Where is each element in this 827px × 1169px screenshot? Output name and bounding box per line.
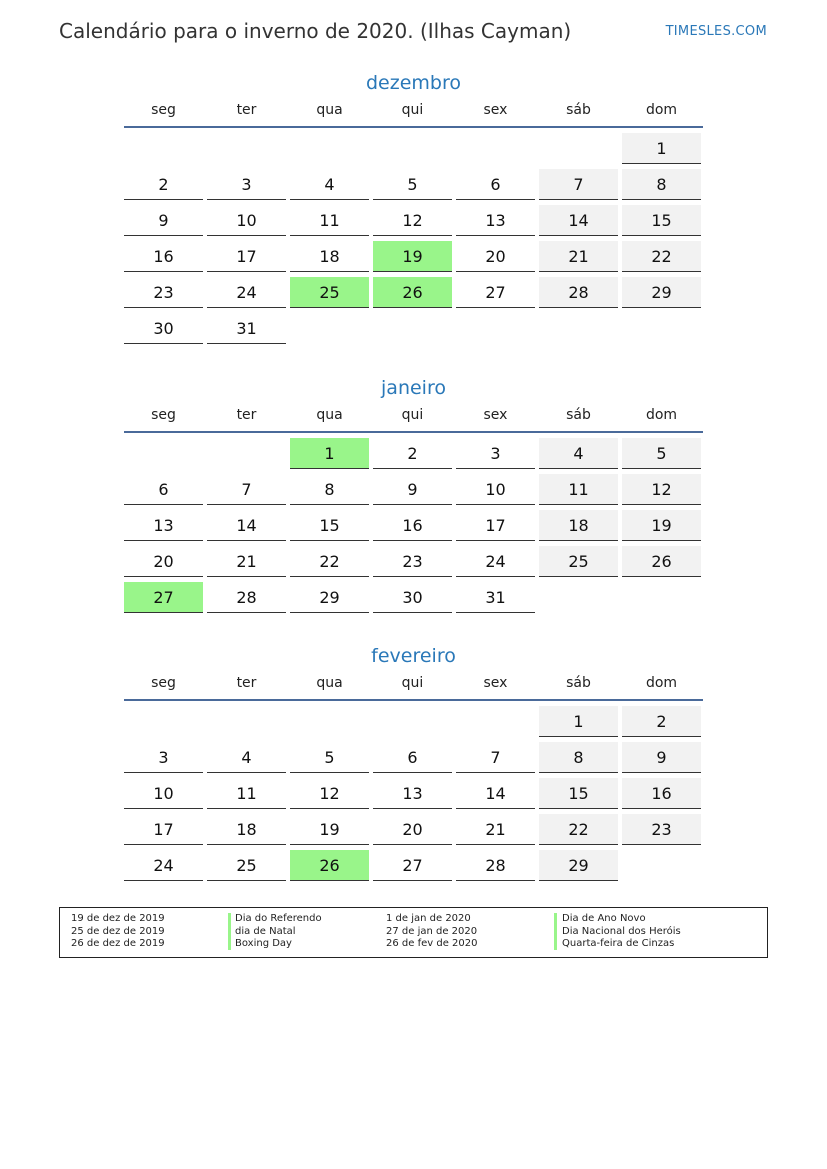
page-title: Calendário para o inverno de 2020. (Ilhas Cayman) (59, 19, 572, 43)
weekday-label: sex (483, 407, 508, 423)
day-cell: 2 (373, 438, 452, 469)
day-cell: 4 (539, 438, 618, 469)
day-cell: 20 (124, 546, 203, 577)
holiday-day-cell: 1 (290, 438, 369, 469)
day-cell: 7 (539, 169, 618, 200)
day-cell: 21 (207, 546, 286, 577)
day-cell: 19 (622, 510, 701, 541)
weekday-label: qui (401, 102, 424, 118)
day-cell: 27 (456, 277, 535, 308)
day-cell: 9 (124, 205, 203, 236)
month-name: dezembro (366, 72, 461, 94)
legend-dates-left (71, 913, 165, 951)
day-cell: 27 (373, 850, 452, 881)
day-cell: 15 (622, 205, 701, 236)
day-cell: 21 (539, 241, 618, 272)
holiday-day-cell: 26 (290, 850, 369, 881)
day-cell: 8 (539, 742, 618, 773)
day-cell: 16 (124, 241, 203, 272)
day-cell: 24 (456, 546, 535, 577)
empty-cell (373, 133, 452, 163)
day-cell: 28 (539, 277, 618, 308)
weekday-label: ter (236, 407, 257, 423)
day-cell: 5 (373, 169, 452, 200)
empty-cell (456, 133, 535, 163)
weekday-label: qua (316, 407, 343, 423)
legend-names-left (235, 913, 322, 951)
day-cell: 31 (456, 582, 535, 613)
legend-date: 26 de fev de 2020 (386, 938, 478, 949)
day-cell: 3 (124, 742, 203, 773)
day-cell: 28 (456, 850, 535, 881)
brand-logo[interactable]: TIMESLES.COM (665, 24, 767, 39)
holiday-legend (59, 907, 768, 958)
month-name: fevereiro (371, 645, 456, 667)
day-cell: 21 (456, 814, 535, 845)
day-cell: 5 (622, 438, 701, 469)
legend-date: 25 de dez de 2019 (71, 925, 165, 937)
empty-cell (207, 438, 286, 468)
day-cell: 14 (207, 510, 286, 541)
weekday-label: sáb (566, 675, 591, 691)
day-cell: 5 (290, 742, 369, 773)
weekday-label: qui (401, 675, 424, 691)
day-cell: 18 (207, 814, 286, 845)
holiday-day-cell: 25 (290, 277, 369, 308)
legend-holiday-name: dia de Natal (235, 925, 296, 937)
day-cell: 6 (373, 742, 452, 773)
holiday-day-cell: 19 (373, 241, 452, 272)
weekday-label: qua (316, 675, 343, 691)
day-cell: 15 (539, 778, 618, 809)
day-cell: 29 (539, 850, 618, 881)
day-cell: 28 (207, 582, 286, 613)
legend-holiday-name: Quarta-feira de Cinzas (562, 938, 675, 949)
day-cell: 29 (622, 277, 701, 308)
weekday-header (124, 403, 703, 433)
day-cell: 20 (373, 814, 452, 845)
day-cell: 11 (290, 205, 369, 236)
month-february (124, 641, 703, 881)
day-cell: 20 (456, 241, 535, 272)
weekday-label: seg (151, 675, 176, 691)
day-cell: 23 (622, 814, 701, 845)
day-cell: 14 (456, 778, 535, 809)
day-cell: 31 (207, 313, 286, 344)
legend-date: 26 de dez de 2019 (71, 938, 165, 949)
weekday-label: qui (401, 407, 424, 423)
day-grid (124, 133, 703, 344)
day-cell: 15 (290, 510, 369, 541)
legend-date: 1 de jan de 2020 (386, 913, 471, 924)
empty-cell (373, 706, 452, 736)
day-cell: 9 (622, 742, 701, 773)
day-cell: 24 (207, 277, 286, 308)
day-cell: 7 (456, 742, 535, 773)
day-grid (124, 706, 703, 881)
legend-holiday-name: Boxing Day (235, 938, 292, 949)
month-december (124, 68, 703, 344)
empty-cell (124, 706, 203, 736)
weekday-label: seg (151, 407, 176, 423)
weekday-label: dom (645, 407, 678, 423)
day-cell: 25 (539, 546, 618, 577)
empty-cell (290, 133, 369, 163)
day-cell: 17 (207, 241, 286, 272)
day-cell: 1 (539, 706, 618, 737)
day-cell: 8 (290, 474, 369, 505)
empty-cell (124, 133, 203, 163)
day-cell: 8 (622, 169, 701, 200)
holiday-day-cell: 27 (124, 582, 203, 613)
weekday-label: dom (645, 675, 678, 691)
day-cell: 3 (207, 169, 286, 200)
day-cell: 13 (124, 510, 203, 541)
weekday-header (124, 98, 703, 128)
day-cell: 3 (456, 438, 535, 469)
month-name: janeiro (381, 377, 446, 399)
day-cell: 12 (373, 205, 452, 236)
day-cell: 9 (373, 474, 452, 505)
day-grid (124, 438, 703, 613)
legend-holiday-name: Dia Nacional dos Heróis (562, 925, 681, 937)
day-cell: 18 (290, 241, 369, 272)
legend-dates-right (386, 913, 477, 951)
day-cell: 30 (124, 313, 203, 344)
day-cell: 4 (290, 169, 369, 200)
day-cell: 18 (539, 510, 618, 541)
weekday-header (124, 671, 703, 701)
day-cell: 11 (207, 778, 286, 809)
day-cell: 7 (207, 474, 286, 505)
legend-date: 19 de dez de 2019 (71, 913, 165, 924)
day-cell: 10 (124, 778, 203, 809)
weekday-label: seg (151, 102, 176, 118)
empty-cell (207, 133, 286, 163)
day-cell: 22 (539, 814, 618, 845)
weekday-label: qua (316, 102, 343, 118)
day-cell: 16 (373, 510, 452, 541)
day-cell: 2 (622, 706, 701, 737)
legend-holiday-name: Dia do Referendo (235, 913, 322, 924)
day-cell: 29 (290, 582, 369, 613)
weekday-label: sáb (566, 102, 591, 118)
day-cell: 1 (622, 133, 701, 164)
day-cell: 22 (622, 241, 701, 272)
legend-holiday-name: Dia de Ano Novo (562, 913, 646, 924)
empty-cell (539, 133, 618, 163)
empty-cell (456, 706, 535, 736)
weekday-label: ter (236, 102, 257, 118)
legend-names-right (562, 913, 681, 951)
empty-cell (124, 438, 203, 468)
holiday-day-cell: 26 (373, 277, 452, 308)
day-cell: 11 (539, 474, 618, 505)
day-cell: 16 (622, 778, 701, 809)
day-cell: 23 (124, 277, 203, 308)
day-cell: 23 (373, 546, 452, 577)
weekday-label: sex (483, 102, 508, 118)
day-cell: 10 (456, 474, 535, 505)
legend-date: 27 de jan de 2020 (386, 925, 478, 937)
day-cell: 22 (290, 546, 369, 577)
day-cell: 4 (207, 742, 286, 773)
empty-cell (290, 706, 369, 736)
day-cell: 25 (207, 850, 286, 881)
legend-color-marker (228, 913, 231, 950)
day-cell: 13 (373, 778, 452, 809)
weekday-label: sáb (566, 407, 591, 423)
day-cell: 24 (124, 850, 203, 881)
day-cell: 17 (456, 510, 535, 541)
day-cell: 12 (290, 778, 369, 809)
empty-cell (207, 706, 286, 736)
day-cell: 12 (622, 474, 701, 505)
day-cell: 26 (622, 546, 701, 577)
day-cell: 6 (456, 169, 535, 200)
day-cell: 6 (124, 474, 203, 505)
legend-color-marker (554, 913, 557, 950)
day-cell: 10 (207, 205, 286, 236)
day-cell: 17 (124, 814, 203, 845)
day-cell: 19 (290, 814, 369, 845)
weekday-label: dom (645, 102, 678, 118)
day-cell: 13 (456, 205, 535, 236)
day-cell: 14 (539, 205, 618, 236)
weekday-label: sex (483, 675, 508, 691)
month-january (124, 373, 703, 613)
day-cell: 2 (124, 169, 203, 200)
weekday-label: ter (236, 675, 257, 691)
day-cell: 30 (373, 582, 452, 613)
